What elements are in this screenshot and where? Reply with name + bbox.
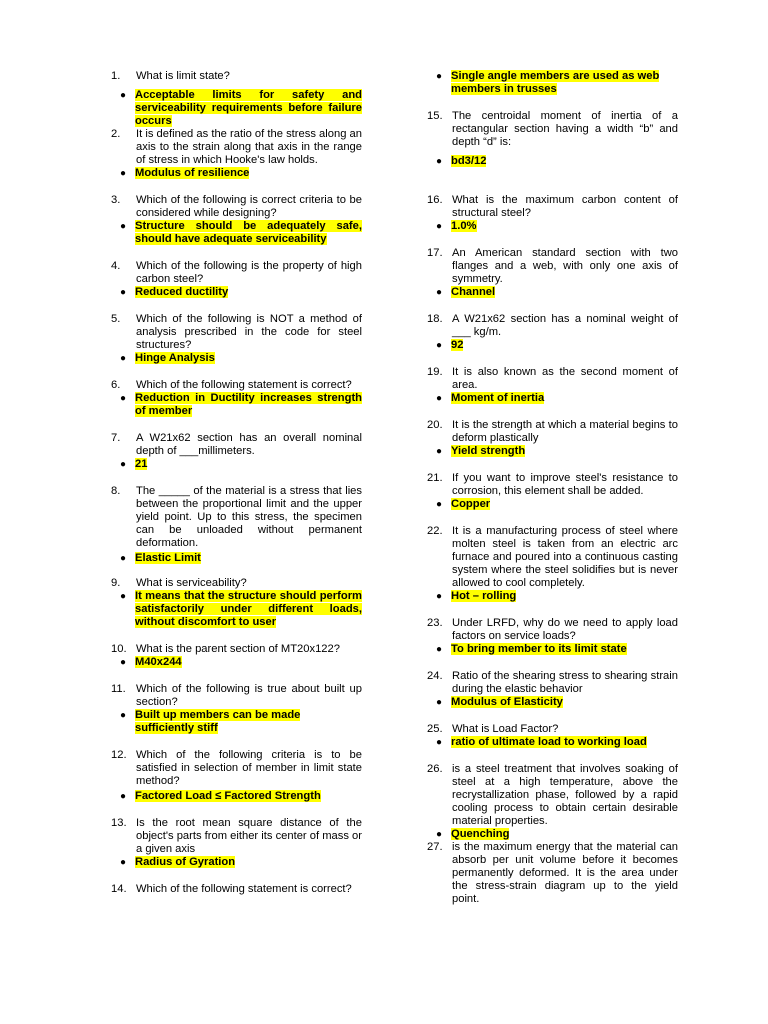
answer-item bbox=[427, 590, 678, 603]
answer-item bbox=[111, 167, 362, 180]
question-number: 10. bbox=[111, 643, 127, 655]
bullet-icon: ● bbox=[119, 591, 127, 602]
question-text: An American standard section with two flanges and a web, with only one axis of symmetry. bbox=[452, 247, 678, 285]
answer-item bbox=[427, 828, 678, 841]
question-item bbox=[111, 643, 362, 656]
question-text: Which of the following statement is correct? bbox=[136, 379, 352, 391]
bullet-icon: ● bbox=[435, 499, 443, 510]
answer-text: Single angle members are used as web members in trusses bbox=[451, 70, 660, 95]
bullet-icon: ● bbox=[435, 446, 443, 457]
question-item bbox=[111, 485, 362, 550]
question-text: is the maximum energy that the material can absorb per unit volume before it becomes permanently deformed. It is the area under the stress-strain diagram up to the yield point. bbox=[452, 841, 678, 905]
answer-item bbox=[111, 89, 362, 128]
question-number: 6. bbox=[111, 379, 121, 391]
answer-item bbox=[111, 392, 362, 418]
question-text: Which of the following criteria is to be satisfied in selection of member in limit state method? bbox=[136, 749, 362, 787]
answer-text: To bring member to its limit state bbox=[451, 643, 627, 655]
answer-text: 21 bbox=[135, 458, 148, 470]
answer-item bbox=[427, 220, 678, 233]
question-number: 14. bbox=[111, 883, 127, 895]
question-text: Which of the following is true about built up section? bbox=[136, 683, 362, 708]
bullet-icon: ● bbox=[435, 287, 443, 298]
answer-item bbox=[111, 590, 362, 629]
bullet-icon: ● bbox=[119, 553, 127, 564]
answer-item bbox=[111, 552, 362, 565]
answer-text: Yield strength bbox=[451, 445, 526, 457]
question-item bbox=[111, 128, 362, 167]
question-text: The _____ of the material is a stress that lies between the proportional limit and the upper yield point. Up to this stress, the specimen can be unloaded without permanent deformation. bbox=[136, 485, 362, 549]
answer-item bbox=[111, 458, 362, 471]
bullet-icon: ● bbox=[119, 90, 127, 101]
question-item bbox=[111, 260, 362, 286]
question-item bbox=[427, 723, 678, 736]
bullet-icon: ● bbox=[435, 156, 443, 167]
answer-text: Modulus of Elasticity bbox=[451, 696, 563, 708]
question-number: 7. bbox=[111, 432, 121, 444]
bullet-icon: ● bbox=[119, 393, 127, 404]
question-text: Which of the following is the property of high carbon steel? bbox=[136, 260, 362, 285]
question-text: Which of the following is NOT a method of analysis prescribed in the code for steel structures? bbox=[136, 313, 362, 351]
question-text: Is the root mean square distance of the object's parts from either its center of mass or a given axis bbox=[136, 817, 362, 855]
question-item bbox=[427, 247, 678, 286]
bullet-icon: ● bbox=[119, 657, 127, 668]
question-item bbox=[427, 841, 678, 906]
question-item bbox=[427, 313, 678, 339]
answer-item bbox=[427, 445, 678, 458]
question-text: What is limit state? bbox=[136, 70, 230, 82]
bullet-icon: ● bbox=[435, 393, 443, 404]
question-item bbox=[427, 366, 678, 392]
answer-text: 1.0% bbox=[451, 220, 477, 232]
answer-text: ratio of ultimate load to working load bbox=[451, 736, 647, 748]
question-text: It is defined as the ratio of the stress along an axis to the strain along that axis in the range of stress in which Hooke's law holds. bbox=[136, 128, 362, 166]
question-item bbox=[427, 194, 678, 220]
question-number: 16. bbox=[427, 194, 443, 206]
question-text: Which of the following statement is correct? bbox=[136, 883, 352, 895]
question-number: 15. bbox=[427, 110, 443, 122]
question-text: What is Load Factor? bbox=[452, 723, 559, 735]
question-item bbox=[111, 70, 362, 83]
answer-text: Hinge Analysis bbox=[135, 352, 215, 364]
question-item bbox=[427, 110, 678, 149]
answer-text: Acceptable limits for safety and serviceability requirements before failure occurs bbox=[135, 89, 362, 127]
answer-text: Reduction in Ductility increases strength of member bbox=[135, 392, 362, 417]
bullet-icon: ● bbox=[119, 287, 127, 298]
answer-text: It means that the structure should perform satisfactorily under different loads, without discomfort to user bbox=[135, 590, 362, 628]
bullet-icon: ● bbox=[119, 168, 127, 179]
bullet-icon: ● bbox=[435, 737, 443, 748]
bullet-icon: ● bbox=[119, 459, 127, 470]
answer-item bbox=[427, 696, 678, 709]
answer-item bbox=[111, 220, 362, 246]
question-item bbox=[111, 883, 362, 896]
bullet-icon: ● bbox=[435, 340, 443, 351]
answer-text: Factored Load ≤ Factored Strength bbox=[135, 790, 321, 802]
question-number: 13. bbox=[111, 817, 127, 829]
left-column bbox=[111, 70, 362, 896]
question-item bbox=[427, 670, 678, 696]
question-number: 11. bbox=[111, 683, 126, 695]
question-number: 20. bbox=[427, 419, 443, 431]
question-text: What is the parent section of MT20x122? bbox=[136, 643, 340, 655]
question-item bbox=[111, 313, 362, 352]
question-item bbox=[111, 194, 362, 220]
bullet-icon: ● bbox=[435, 221, 443, 232]
question-number: 2. bbox=[111, 128, 121, 140]
answer-item bbox=[427, 286, 678, 299]
question-text: Ratio of the shearing stress to shearing strain during the elastic behavior bbox=[452, 670, 678, 695]
answer-item bbox=[111, 856, 362, 869]
question-number: 23. bbox=[427, 617, 443, 629]
question-number: 21. bbox=[427, 472, 443, 484]
answer-item bbox=[427, 339, 678, 352]
question-number: 12. bbox=[111, 749, 127, 761]
question-item bbox=[111, 749, 362, 788]
question-item bbox=[427, 617, 678, 643]
question-text: What is the maximum carbon content of structural steel? bbox=[452, 194, 678, 219]
bullet-icon: ● bbox=[119, 221, 127, 232]
question-number: 5. bbox=[111, 313, 121, 325]
question-text: Which of the following is correct criteria to be considered while designing? bbox=[136, 194, 362, 219]
question-item bbox=[111, 817, 362, 856]
question-number: 19. bbox=[427, 366, 443, 378]
bullet-icon: ● bbox=[119, 791, 127, 802]
question-item bbox=[427, 525, 678, 590]
question-number: 18. bbox=[427, 313, 443, 325]
question-number: 8. bbox=[111, 485, 121, 497]
answer-text: Reduced ductility bbox=[135, 286, 229, 298]
question-item bbox=[111, 379, 362, 392]
answer-item bbox=[111, 656, 362, 669]
question-item bbox=[111, 432, 362, 458]
question-text: Under LRFD, why do we need to apply load factors on service loads? bbox=[452, 617, 678, 642]
question-number: 17. bbox=[427, 247, 443, 259]
answer-text: Moment of inertia bbox=[451, 392, 545, 404]
question-item bbox=[427, 763, 678, 828]
question-item bbox=[427, 472, 678, 498]
question-number: 9. bbox=[111, 577, 121, 589]
question-item bbox=[111, 683, 362, 709]
answer-text: M40x244 bbox=[135, 656, 182, 668]
question-text: If you want to improve steel's resistance to corrosion, this element shall be added. bbox=[452, 472, 678, 497]
question-number: 3. bbox=[111, 194, 121, 206]
question-number: 27. bbox=[427, 841, 443, 853]
answer-text: Built up members can be made sufficiently stiff bbox=[135, 709, 301, 734]
bullet-icon: ● bbox=[435, 591, 443, 602]
bullet-icon: ● bbox=[119, 857, 127, 868]
answer-text: Channel bbox=[451, 286, 496, 298]
question-number: 22. bbox=[427, 525, 443, 537]
question-item bbox=[427, 419, 678, 445]
question-text: A W21x62 section has an overall nominal depth of ___millimeters. bbox=[136, 432, 362, 457]
bullet-icon: ● bbox=[435, 71, 443, 82]
question-text: is a steel treatment that involves soaking of steel at a high temperature, above the recrystallization phase, followed by a rapid cooling process to obtain certain desirable material properties. bbox=[452, 763, 678, 827]
answer-text: Structure should be adequately safe, should have adequate serviceability bbox=[135, 220, 362, 245]
answer-item bbox=[111, 286, 362, 299]
answer-text: Quenching bbox=[451, 828, 510, 840]
bullet-icon: ● bbox=[435, 697, 443, 708]
question-number: 26. bbox=[427, 763, 443, 775]
answer-item bbox=[427, 643, 678, 656]
answer-item bbox=[427, 736, 678, 749]
question-text: It is also known as the second moment of area. bbox=[452, 366, 678, 391]
bullet-icon: ● bbox=[119, 710, 127, 721]
question-text: It is the strength at which a material begins to deform plastically bbox=[452, 419, 678, 444]
question-text: A W21x62 section has a nominal weight of ___ kg/m. bbox=[452, 313, 678, 338]
answer-item bbox=[111, 790, 362, 803]
question-number: 4. bbox=[111, 260, 121, 272]
answer-text: Elastic Limit bbox=[135, 552, 201, 564]
bullet-icon: ● bbox=[119, 353, 127, 364]
bullet-icon: ● bbox=[435, 644, 443, 655]
answer-text: Hot – rolling bbox=[451, 590, 517, 602]
question-text: The centroidal moment of inertia of a rectangular section having a width “b” and depth “d” is: bbox=[452, 110, 678, 148]
answer-item bbox=[111, 352, 362, 365]
answer-text: 92 bbox=[451, 339, 464, 351]
question-item bbox=[111, 577, 362, 590]
question-number: 1. bbox=[111, 70, 121, 82]
answer-text: Modulus of resilience bbox=[135, 167, 250, 179]
bullet-icon: ● bbox=[435, 829, 443, 840]
answer-text: bd3/12 bbox=[451, 155, 487, 167]
answer-item bbox=[427, 392, 678, 405]
answer-text: Radius of Gyration bbox=[135, 856, 236, 868]
question-number: 25. bbox=[427, 723, 443, 735]
question-number: 24. bbox=[427, 670, 443, 682]
answer-item bbox=[427, 498, 678, 511]
answer-text: Copper bbox=[451, 498, 491, 510]
answer-item bbox=[111, 709, 362, 735]
answer-item bbox=[427, 155, 678, 168]
answer-item bbox=[427, 70, 678, 96]
question-text: What is serviceability? bbox=[136, 577, 247, 589]
question-text: It is a manufacturing process of steel where molten steel is taken from an electric arc furnace and poured into a continuous casting system where the steel solidifies but is never allowed to cool completely. bbox=[452, 525, 678, 589]
right-column bbox=[427, 70, 678, 906]
